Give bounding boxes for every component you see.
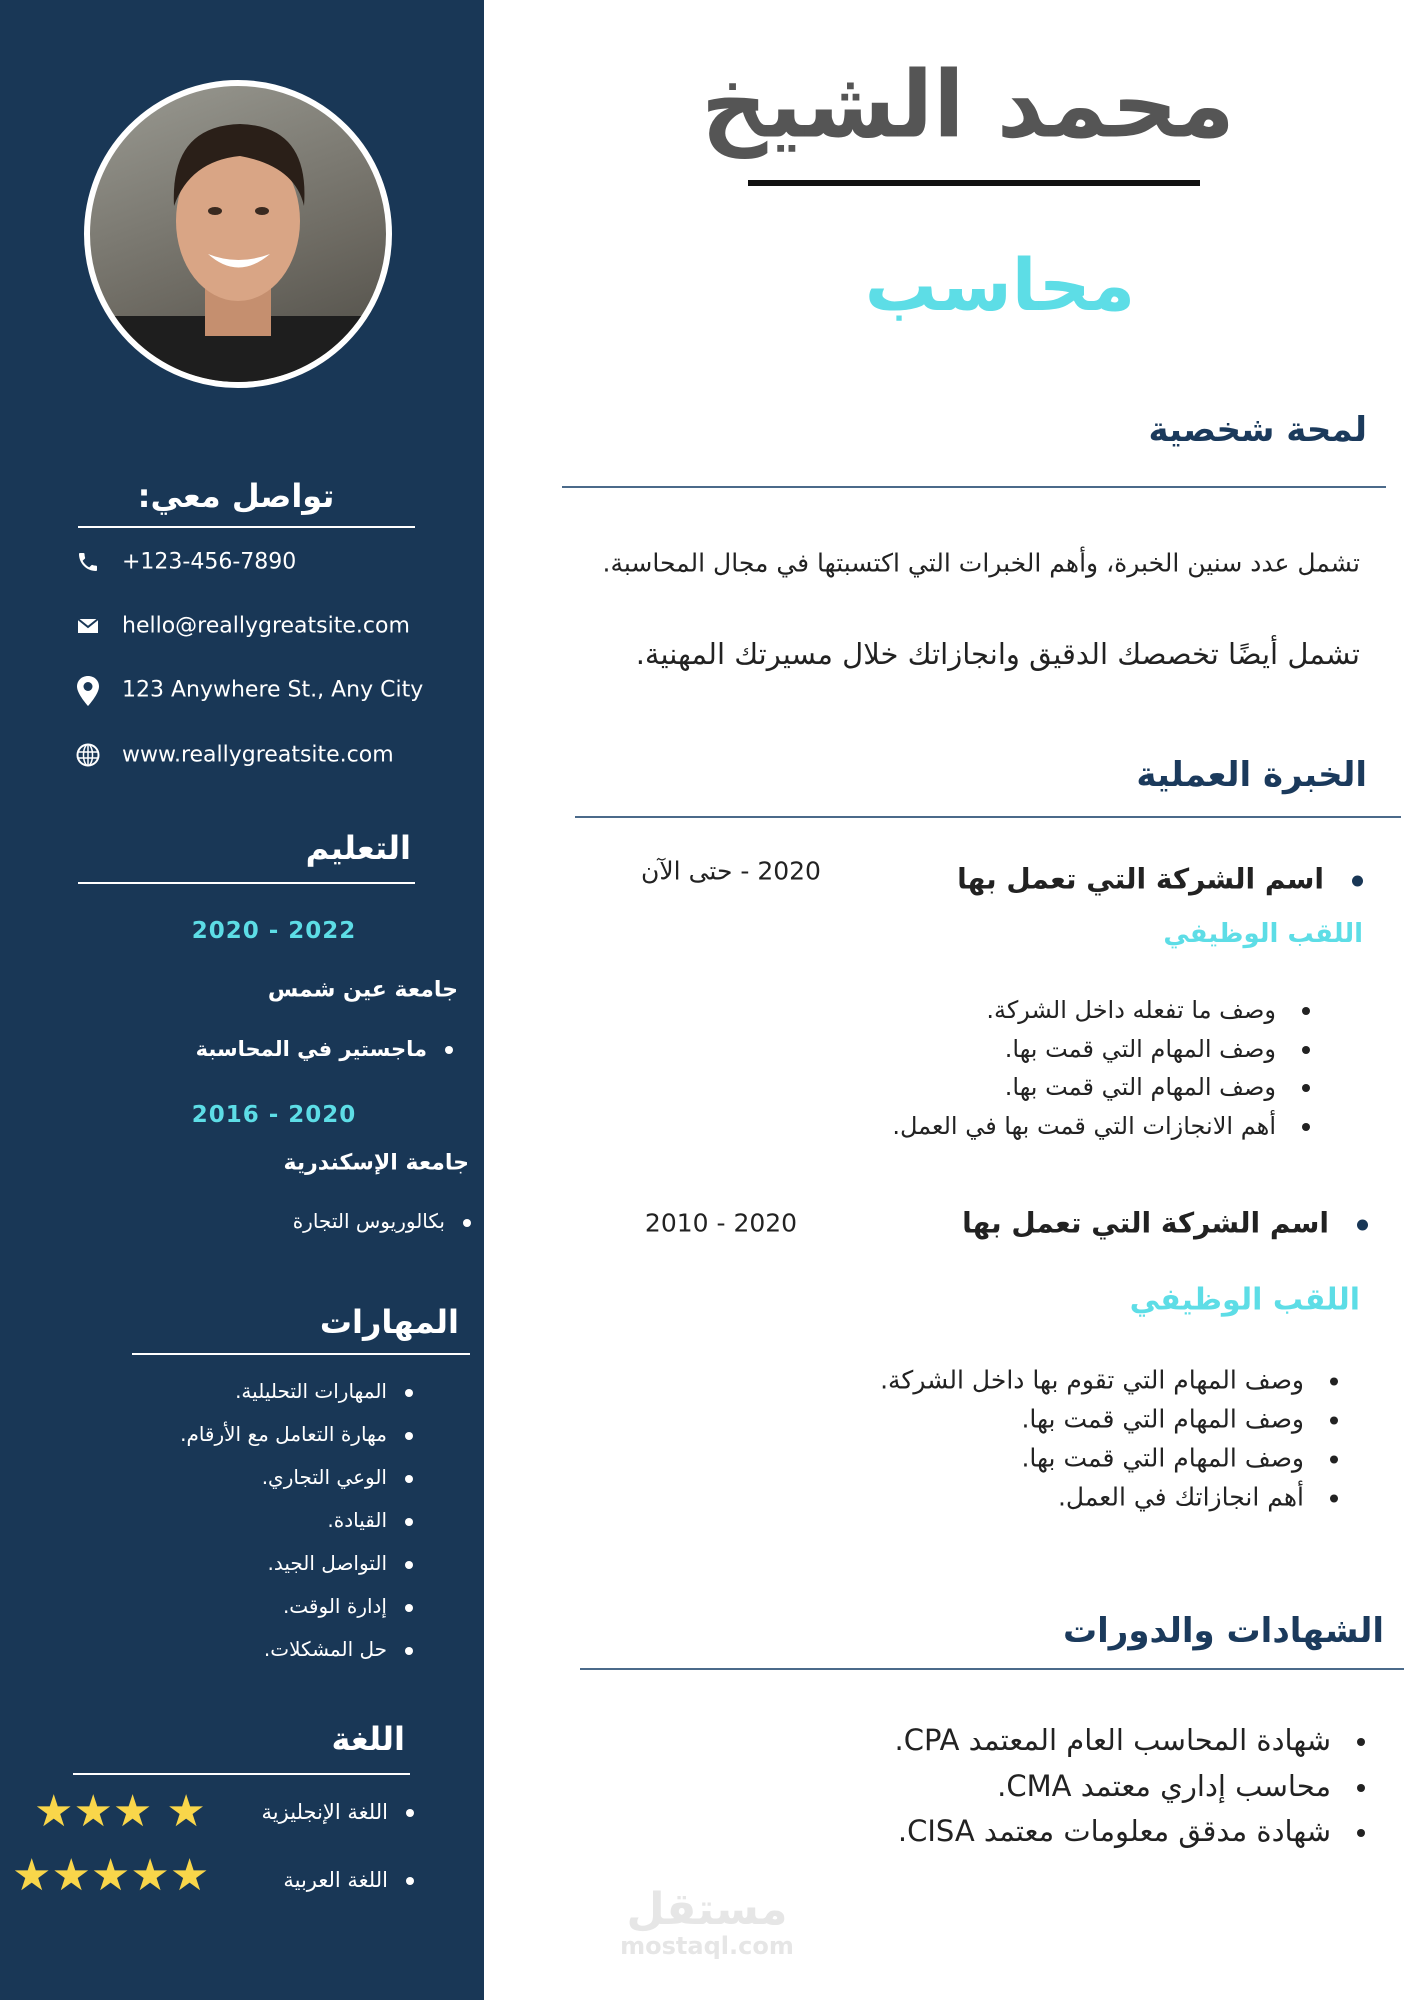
star-icon: ★ bbox=[166, 1786, 206, 1837]
candidate-name: محمد الشيخ bbox=[701, 51, 1235, 159]
degree bbox=[196, 1037, 453, 1061]
degree bbox=[293, 1209, 471, 1233]
list-item-text: المهارات التحليلية. bbox=[235, 1379, 387, 1403]
summary-heading: لمحة شخصية bbox=[1148, 410, 1367, 450]
bullet bbox=[1357, 1784, 1365, 1792]
bullet bbox=[1330, 1495, 1338, 1503]
star-icon: ★ bbox=[12, 1850, 52, 1901]
position-title: اللقب الوظيفي bbox=[1129, 1282, 1360, 1318]
language-name: اللغة الإنجليزية bbox=[261, 1800, 388, 1824]
bullet bbox=[406, 1877, 414, 1885]
position-title: اللقب الوظيفي bbox=[1163, 919, 1363, 949]
list-item-text: وصف المهام التي قمت بها. bbox=[1004, 1073, 1276, 1101]
phone-icon bbox=[76, 550, 100, 574]
list-item-text: شهادة المحاسب العام المعتمد CPA. bbox=[894, 1723, 1331, 1757]
bullet bbox=[1330, 1417, 1338, 1425]
education-years: 2020 - 2022 bbox=[191, 918, 357, 944]
list-item bbox=[283, 1594, 413, 1618]
company-name-text: اسم الشركة التي تعمل بها bbox=[957, 862, 1324, 896]
list-item bbox=[1021, 1405, 1338, 1434]
list-item bbox=[898, 1814, 1365, 1848]
bullet bbox=[1330, 1378, 1338, 1386]
mostaql-watermark bbox=[620, 1884, 794, 1960]
list-item bbox=[327, 1508, 413, 1532]
list-item bbox=[895, 1723, 1366, 1757]
divider bbox=[78, 882, 415, 884]
divider bbox=[575, 816, 1401, 818]
university-name: جامعة عين شمس bbox=[267, 977, 458, 1003]
list-item-text: وصف المهام التي قمت بها. bbox=[1021, 1443, 1304, 1473]
bullet bbox=[405, 1475, 413, 1483]
list-item bbox=[1021, 1444, 1338, 1473]
star-icon: ★ bbox=[90, 1850, 131, 1901]
bullet bbox=[405, 1432, 413, 1440]
list-item bbox=[1005, 1035, 1310, 1063]
language-heading: اللغة bbox=[331, 1720, 405, 1758]
list-item-text: الوعي التجاري. bbox=[261, 1465, 387, 1489]
globe-icon bbox=[76, 743, 100, 767]
list-item-text: أهم انجازاتك في العمل. bbox=[1057, 1482, 1304, 1512]
phone-number[interactable]: +123-456-7890 bbox=[122, 549, 297, 575]
watermark-arabic: مستقل bbox=[626, 1884, 788, 1935]
degree-text: بكالوريوس التجارة bbox=[292, 1209, 445, 1233]
list-item-text: مهارة التعامل مع الأرقام. bbox=[180, 1422, 387, 1446]
bullet bbox=[405, 1389, 413, 1397]
divider bbox=[73, 1773, 410, 1775]
certificates-heading: الشهادات والدورات bbox=[1062, 1611, 1384, 1651]
list-item bbox=[235, 1379, 413, 1403]
list-item-text: وصف المهام التي قمت بها. bbox=[1021, 1404, 1304, 1434]
email-address[interactable]: hello@reallygreatsite.com bbox=[122, 613, 410, 639]
job-title: محاسب bbox=[864, 243, 1136, 327]
education-years: 2016 - 2020 bbox=[191, 1102, 357, 1128]
divider bbox=[78, 526, 415, 528]
list-item-text: أهم الانجازات التي قمت بها في العمل. bbox=[892, 1111, 1276, 1140]
list-item bbox=[880, 1366, 1338, 1395]
list-item bbox=[180, 1422, 413, 1446]
list-item-text: وصف ما تفعله داخل الشركة. bbox=[986, 996, 1276, 1024]
skills-heading: المهارات bbox=[319, 1303, 459, 1341]
company-name bbox=[962, 1207, 1368, 1240]
bullet bbox=[1352, 875, 1363, 886]
list-item-text: وصف المهام التي قمت بها. bbox=[1004, 1034, 1276, 1063]
company-name bbox=[957, 863, 1363, 896]
bullet bbox=[405, 1647, 413, 1655]
star-icon: ★ bbox=[112, 1786, 153, 1837]
job-dates: 2020 - حتى الآن bbox=[641, 856, 821, 886]
bullet bbox=[463, 1219, 471, 1227]
company-name-text: اسم الشركة التي تعمل بها bbox=[962, 1206, 1329, 1240]
list-item bbox=[262, 1465, 413, 1489]
bullet bbox=[1302, 1046, 1310, 1054]
star-icon: ★ bbox=[51, 1850, 91, 1901]
degree-text: ماجستير في المحاسبة bbox=[195, 1037, 427, 1061]
sidebar bbox=[0, 0, 484, 2000]
language-item bbox=[283, 1868, 414, 1892]
bullet bbox=[406, 1809, 414, 1817]
star-icon: ★ bbox=[169, 1850, 210, 1901]
list-item bbox=[264, 1637, 413, 1661]
education-heading: التعليم bbox=[305, 829, 411, 867]
list-item bbox=[997, 1769, 1365, 1803]
bullet bbox=[405, 1561, 413, 1569]
address: 123 Anywhere St., Any City bbox=[122, 677, 424, 703]
star-icon: ★ bbox=[73, 1786, 113, 1837]
bullet bbox=[1302, 1084, 1310, 1092]
list-item bbox=[267, 1551, 413, 1575]
list-item bbox=[892, 1112, 1310, 1140]
name-underline bbox=[748, 180, 1200, 186]
location-pin-icon bbox=[76, 676, 100, 706]
bullet bbox=[445, 1046, 453, 1054]
profile-photo bbox=[84, 80, 392, 388]
list-item bbox=[1005, 1073, 1310, 1101]
experience-heading: الخبرة العملية bbox=[1136, 755, 1367, 795]
divider bbox=[562, 486, 1386, 488]
bullet bbox=[405, 1604, 413, 1612]
bullet bbox=[405, 1518, 413, 1526]
list-item-text: وصف المهام التي تقوم بها داخل الشركة. bbox=[880, 1365, 1304, 1395]
summary-line: تشمل أيضًا تخصصك الدقيق وانجازاتك خلال مسيرتك المهنية. bbox=[635, 637, 1360, 671]
bullet bbox=[1357, 1829, 1365, 1837]
divider bbox=[132, 1353, 470, 1355]
star-icon: ★ bbox=[34, 1786, 74, 1837]
list-item-text: التواصل الجيد. bbox=[267, 1551, 387, 1575]
arabic-rating bbox=[12, 1850, 210, 1901]
list-item bbox=[986, 996, 1310, 1024]
list-item-text: حل المشكلات. bbox=[263, 1637, 387, 1661]
english-rating bbox=[34, 1786, 206, 1837]
contact-heading: تواصل معي: bbox=[137, 477, 335, 515]
university-name: جامعة الإسكندرية bbox=[283, 1150, 469, 1176]
language-name: اللغة العربية bbox=[283, 1868, 388, 1892]
list-item-text: شهادة مدقق معلومات معتمد CISA. bbox=[897, 1814, 1331, 1848]
list-item-text: القيادة. bbox=[327, 1508, 387, 1532]
bullet bbox=[1357, 1738, 1365, 1746]
language-item bbox=[262, 1800, 414, 1824]
divider bbox=[580, 1668, 1404, 1670]
star-icon: ★ bbox=[130, 1850, 170, 1901]
list-item-text: محاسب إداري معتمد CMA. bbox=[997, 1768, 1331, 1803]
list-item-text: إدارة الوقت. bbox=[282, 1594, 387, 1618]
email-icon bbox=[76, 614, 100, 638]
summary-line: تشمل عدد سنين الخبرة، وأهم الخبرات التي اكتسبتها في مجال المحاسبة. bbox=[602, 548, 1360, 578]
watermark-latin: mostaql.com bbox=[620, 1932, 794, 1960]
bullet bbox=[1302, 1007, 1310, 1015]
list-item bbox=[1058, 1483, 1338, 1512]
job-dates: 2010 - 2020 bbox=[644, 1208, 798, 1238]
bullet bbox=[1302, 1123, 1310, 1131]
website[interactable]: www.reallygreatsite.com bbox=[122, 742, 394, 768]
bullet bbox=[1330, 1456, 1338, 1464]
bullet bbox=[1357, 1219, 1368, 1230]
